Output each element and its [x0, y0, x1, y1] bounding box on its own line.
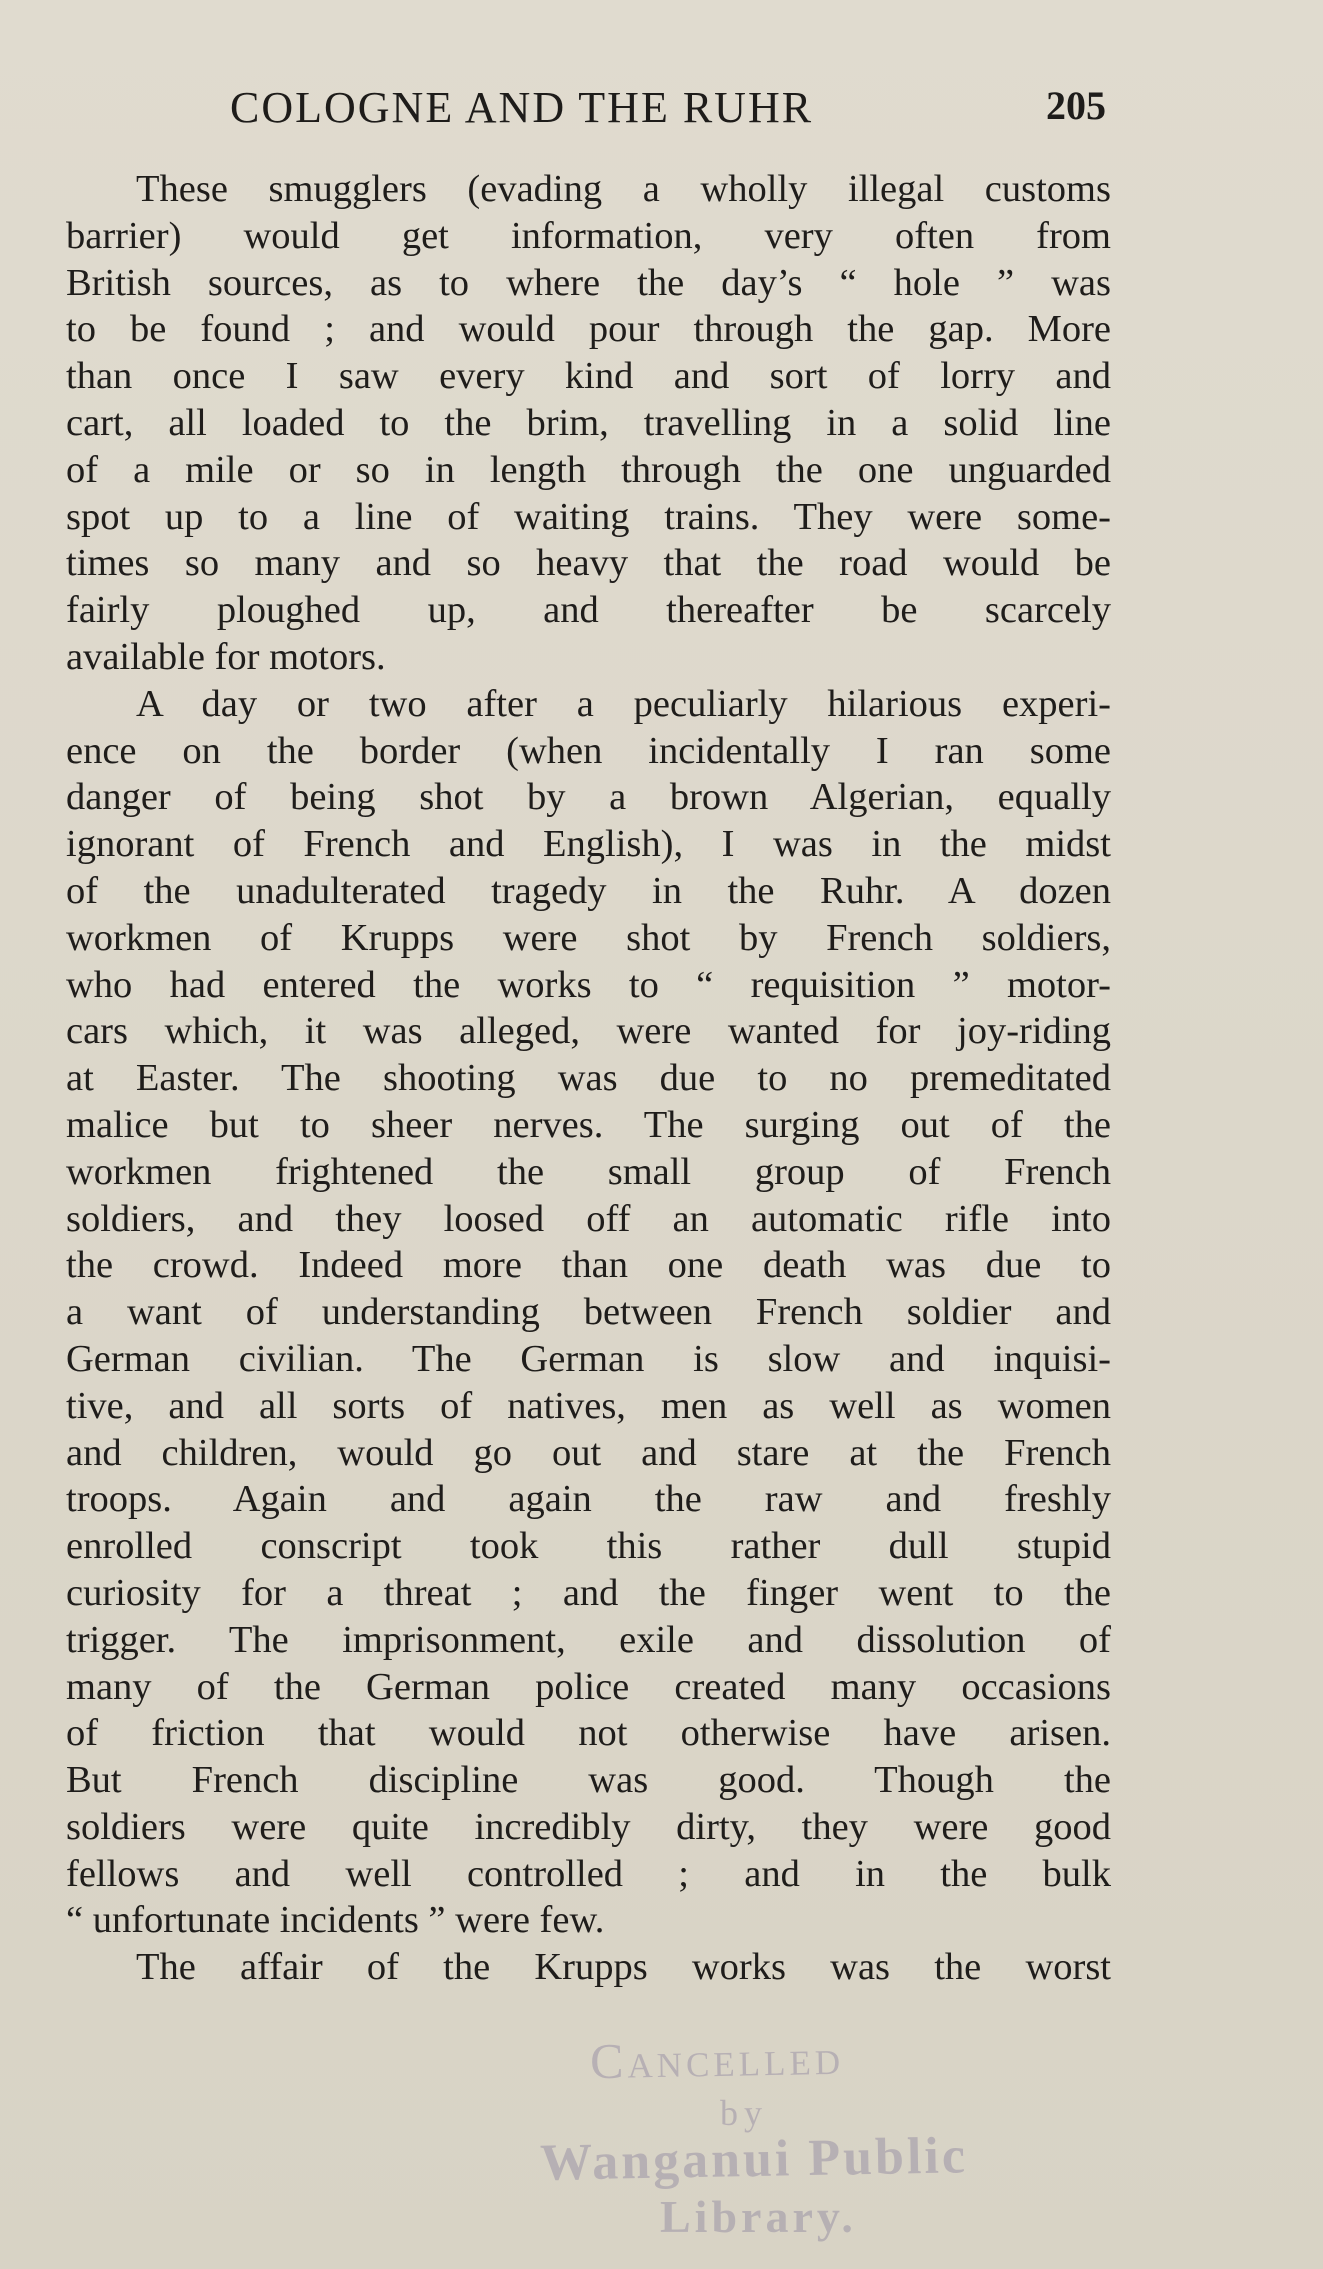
text-line: workmen frightened the small group of French	[66, 1150, 1111, 1193]
text-line: trigger. The imprisonment, exile and dissolution of	[66, 1618, 1111, 1661]
text-line: to be found ; and would pour through the gap. More	[66, 308, 1111, 351]
text-line: than once I saw every kind and sort of lorry and	[66, 355, 1111, 398]
text-line: of friction that would not otherwise have arisen.	[66, 1712, 1111, 1755]
text-line: danger of being shot by a brown Algerian, equally	[66, 776, 1111, 819]
text-line: soldiers were quite incredibly dirty, they were good	[66, 1805, 1111, 1848]
stamp-line: Cancelled	[589, 2028, 845, 2090]
library-stamp	[520, 2010, 990, 2250]
text-line: at Easter. The shooting was due to no premeditated	[66, 1057, 1111, 1100]
text-line: and children, would go out and stare at the French	[66, 1431, 1111, 1474]
text-line: soldiers, and they loosed off an automatic rifle into	[66, 1197, 1111, 1240]
text-line: of the unadulterated tragedy in the Ruhr. A dozen	[66, 869, 1111, 912]
text-line: who had entered the works to “ requisition ” motor-	[66, 963, 1111, 1006]
text-line: The affair of the Krupps works was the worst	[136, 1946, 1111, 1989]
text-line: spot up to a line of waiting trains. They were some-	[66, 495, 1111, 538]
text-line: ignorant of French and English), I was in the midst	[66, 823, 1111, 866]
page-number: 205	[1046, 83, 1106, 128]
text-line: tive, and all sorts of natives, men as well as women	[66, 1384, 1111, 1427]
text-line: the crowd. Indeed more than one death was due to	[66, 1244, 1111, 1287]
text-line: a want of understanding between French soldier and	[66, 1291, 1111, 1334]
text-line: A day or two after a peculiarly hilarious experi-	[136, 682, 1111, 725]
text-line: barrier) would get information, very often from	[66, 214, 1111, 257]
running-title: COLOGNE AND THE RUHR	[230, 83, 814, 132]
text-line: times so many and so heavy that the road would be	[66, 542, 1111, 585]
page-header	[0, 82, 1323, 142]
text-line: curiosity for a threat ; and the finger went to the	[66, 1571, 1111, 1614]
text-line: British sources, as to where the day’s “ hole ” was	[66, 261, 1111, 304]
text-line: available for motors.	[66, 635, 386, 678]
text-line: cars which, it was alleged, were wanted for joy-riding	[66, 1010, 1111, 1053]
text-line: “ unfortunate incidents ” were few.	[66, 1899, 605, 1942]
text-line: fairly ploughed up, and thereafter be scarcely	[66, 589, 1111, 632]
stamp-line: Wanganui Public	[539, 2127, 969, 2192]
text-line: workmen of Krupps were shot by French soldiers,	[66, 916, 1111, 959]
text-line: These smugglers (evading a wholly illegal customs	[136, 168, 1111, 210]
text-line: cart, all loaded to the brim, travelling in a solid line	[66, 401, 1111, 444]
text-line: enrolled conscript took this rather dull stupid	[66, 1525, 1111, 1568]
text-line: ence on the border (when incidentally I ran some	[66, 729, 1111, 772]
text-line: fellows and well controlled ; and in the bulk	[66, 1852, 1111, 1895]
text-line: But French discipline was good. Though the	[66, 1759, 1111, 1802]
text-line: of a mile or so in length through the one unguarded	[66, 448, 1111, 491]
text-line: many of the German police created many occasions	[66, 1665, 1111, 1708]
text-line: malice but to sheer nerves. The surging out of the	[66, 1103, 1111, 1146]
body-text	[66, 166, 1111, 1991]
stamp-line: by	[720, 2093, 768, 2133]
text-line: troops. Again and again the raw and freshly	[66, 1478, 1111, 1521]
text-line: German civilian. The German is slow and inquisi-	[66, 1337, 1111, 1380]
stamp-line: Library.	[660, 2191, 857, 2242]
